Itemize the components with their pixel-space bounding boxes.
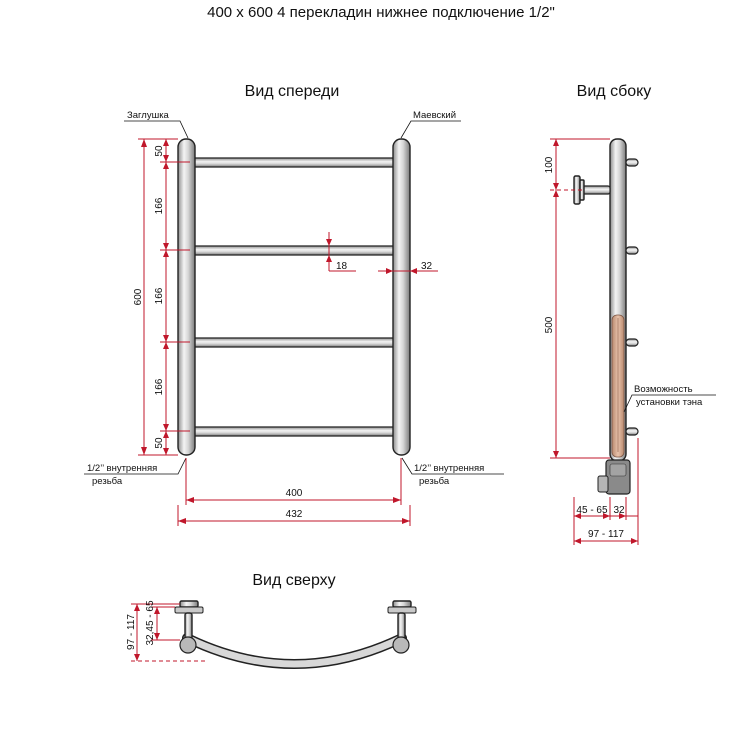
side-bracket-arm bbox=[582, 186, 610, 194]
arrow bbox=[163, 243, 169, 250]
dim-432: 432 bbox=[285, 509, 303, 520]
dim-top-97-117: 97 - 117 bbox=[126, 614, 137, 650]
dim-bottom-50: 50 bbox=[154, 437, 165, 449]
arrow bbox=[134, 654, 140, 661]
dim-45-65: 45 - 65 bbox=[576, 505, 608, 516]
heater-label-2: установки тэна bbox=[636, 397, 703, 408]
arrow bbox=[141, 139, 147, 147]
top-right-flange bbox=[393, 601, 411, 607]
arrow bbox=[631, 538, 638, 544]
crossbar-3 bbox=[190, 338, 400, 347]
mayevsky-label: Маевский bbox=[413, 110, 457, 121]
arrow bbox=[393, 497, 401, 503]
arrow bbox=[326, 239, 332, 246]
arrow bbox=[178, 518, 186, 524]
arrow bbox=[553, 190, 559, 197]
heater-label-1: Возможность bbox=[634, 384, 693, 395]
dim-500: 500 bbox=[544, 316, 555, 334]
arrow bbox=[163, 335, 169, 342]
arrow bbox=[163, 342, 169, 349]
thread-right-label-2: резьба bbox=[419, 476, 450, 487]
top-right-pipe bbox=[393, 637, 409, 653]
arrow bbox=[141, 447, 147, 455]
top-right-plate bbox=[388, 607, 416, 613]
dim-side-97-117: 97 - 117 bbox=[588, 529, 624, 540]
side-view-title: Вид сбоку bbox=[576, 83, 652, 100]
arrow bbox=[163, 431, 169, 438]
side-stub-1 bbox=[626, 159, 638, 166]
mayevsky-leader bbox=[401, 121, 461, 138]
arrow bbox=[553, 451, 559, 458]
dim-166-2: 166 bbox=[154, 287, 165, 305]
side-stub-2 bbox=[626, 247, 638, 254]
crossbar-1 bbox=[190, 158, 400, 167]
arrow bbox=[186, 497, 194, 503]
arrow bbox=[163, 162, 169, 169]
plug-label: Заглушка bbox=[127, 110, 169, 121]
arrow bbox=[574, 538, 581, 544]
arrow bbox=[134, 604, 140, 611]
crossbar-2 bbox=[190, 246, 400, 255]
top-right-arm bbox=[398, 613, 405, 639]
crossbar-4 bbox=[190, 427, 400, 436]
front-view-title: Вид спереди bbox=[244, 83, 340, 100]
thread-left-label-2: резьба bbox=[92, 476, 123, 487]
arrow bbox=[163, 250, 169, 257]
thread-right-label-1: 1/2’’ внутренняя bbox=[414, 463, 485, 474]
dim-166-1: 166 bbox=[154, 197, 165, 215]
arrow bbox=[163, 424, 169, 431]
front-view bbox=[84, 110, 504, 526]
dim-side-32: 32 bbox=[613, 505, 625, 516]
top-view bbox=[126, 600, 416, 664]
top-left-arm bbox=[185, 613, 192, 639]
dim-top-50: 50 bbox=[154, 145, 165, 157]
top-view-title: Вид сверху bbox=[252, 572, 336, 589]
dim-166-3: 166 bbox=[154, 378, 165, 396]
dim-400: 400 bbox=[285, 488, 303, 499]
top-left-pipe bbox=[180, 637, 196, 653]
dim-100: 100 bbox=[544, 156, 555, 174]
left-riser bbox=[178, 139, 195, 455]
dim-32: 32 bbox=[421, 261, 433, 272]
arrow bbox=[553, 183, 559, 190]
right-riser bbox=[393, 139, 410, 455]
side-stub-3 bbox=[626, 339, 638, 346]
sheet-title: 400 x 600 4 перекладин нижнее подключение 1/2" bbox=[207, 4, 555, 21]
connector-cap bbox=[610, 464, 626, 476]
arrow bbox=[163, 139, 169, 146]
thread-left-label-1: 1/2’’ внутренняя bbox=[87, 463, 158, 474]
top-left-flange bbox=[180, 601, 198, 607]
arrow bbox=[553, 139, 559, 146]
dim-600: 600 bbox=[133, 288, 144, 306]
side-stub-4 bbox=[626, 428, 638, 435]
arrow bbox=[326, 255, 332, 262]
plug-leader bbox=[124, 121, 188, 138]
side-view bbox=[544, 139, 716, 545]
arrow bbox=[410, 268, 417, 274]
arrow bbox=[402, 518, 410, 524]
top-left-plate bbox=[175, 607, 203, 613]
dim-18: 18 bbox=[336, 261, 348, 272]
arrow bbox=[386, 268, 393, 274]
connector-plug bbox=[598, 476, 608, 492]
dim-top-32-45-65: 32,45 - 65 bbox=[145, 600, 156, 646]
